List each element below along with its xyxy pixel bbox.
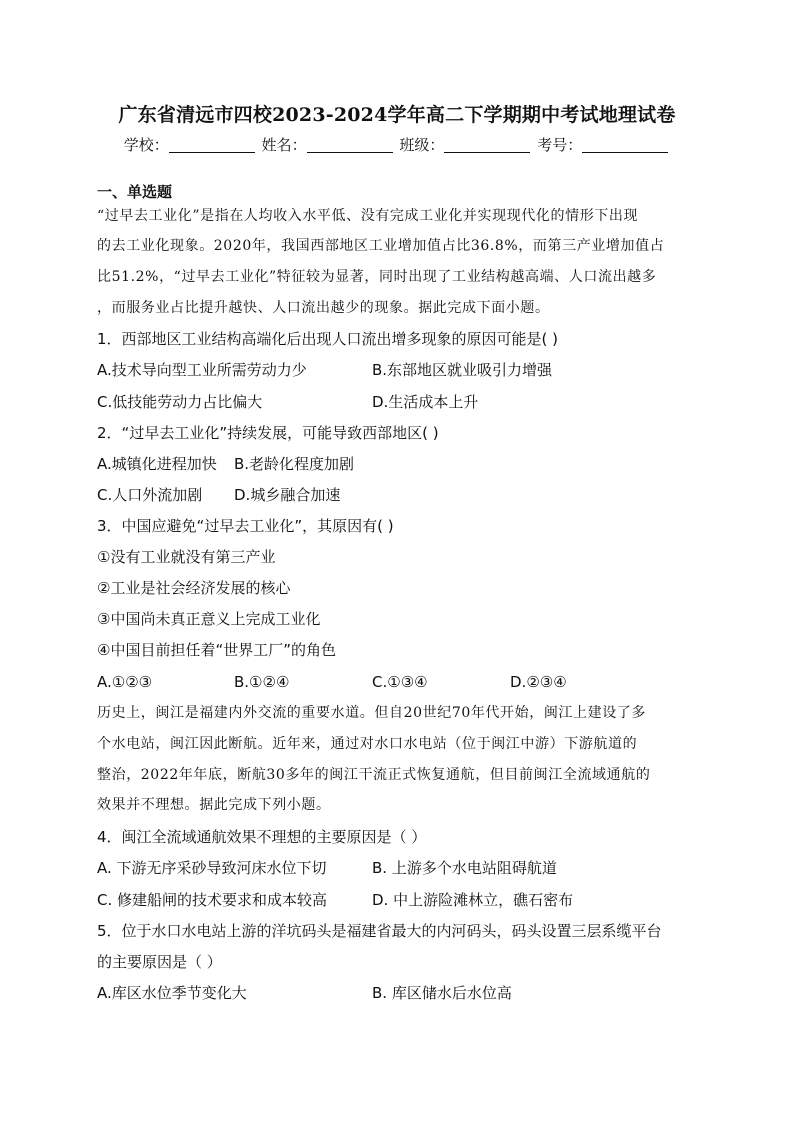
q3-option-c: C.①③④ — [372, 673, 428, 691]
number-blank[interactable] — [582, 138, 668, 153]
passage1-line: 的去工业化现象。2020年，我国西部地区工业增加值占比36.8%，而第三产业增加值占 — [97, 238, 665, 254]
school-blank[interactable] — [169, 138, 255, 153]
passage2-line: 个水电站，闽江因此断航。近年来，通过对水口水电站（位于闽江中游）下游航道的 — [97, 736, 638, 752]
q3-option-b: B.①②④ — [234, 673, 290, 691]
passage2-line: 效果并不理想。据此完成下列小题。 — [97, 797, 331, 813]
question-5-stem: 5．位于水口水电站上游的洋坑码头是福建省最大的内河码头，码头设置三层系缆平台 — [97, 922, 662, 940]
name-label: 姓名： — [261, 136, 307, 154]
student-info-row — [0, 134, 794, 155]
q3-statement: ①没有工业就没有第三产业 — [97, 548, 276, 566]
q4-option-c: C. 修建船闸的技术要求和成本较高 — [97, 891, 328, 909]
q2-option-c: C.人口外流加剧 — [97, 486, 203, 504]
q3-statement: ②工业是社会经济发展的核心 — [97, 579, 291, 597]
passage2-line: 历史上，闽江是福建内外交流的重要水道。但自20世纪70年代开始，闽江上建设了多 — [97, 705, 647, 721]
q1-option-c: C.低技能劳动力占比偏大 — [97, 393, 263, 411]
question-5-stem-cont: 的主要原因是（ ） — [97, 953, 222, 971]
question-3-stem: 3．中国应避免“过早去工业化”，其原因有( ) — [97, 517, 394, 535]
q4-option-a: A. 下游无序采砂导致河床水位下切 — [97, 859, 327, 877]
number-label: 考号： — [537, 136, 583, 154]
q5-option-b: B. 库区储水后水位高 — [372, 984, 512, 1002]
q1-option-a: A.技术导向型工业所需劳动力少 — [97, 361, 307, 379]
passage2-line: 整治，2022年年底，断航30多年的闽江干流正式恢复通航，但目前闽江全流域通航的 — [97, 767, 651, 783]
class-label: 班级： — [399, 136, 445, 154]
q1-option-d: D.生活成本上升 — [372, 393, 479, 411]
q3-option-a: A.①②③ — [97, 673, 153, 691]
q1-option-b: B.东部地区就业吸引力增强 — [372, 361, 553, 379]
passage1-line: ，而服务业占比提升越快、人口流出越少的现象。据此完成下面小题。 — [97, 300, 550, 316]
q5-option-a: A.库区水位季节变化大 — [97, 984, 247, 1002]
school-label: 学校： — [123, 136, 169, 154]
q3-option-d: D.②③④ — [510, 673, 567, 691]
name-blank[interactable] — [307, 138, 393, 153]
q2-option-d: D.城乡融合加速 — [234, 486, 341, 504]
question-1-stem: 1．西部地区工业结构高端化后出现人口流出增多现象的原因可能是( ) — [97, 330, 559, 348]
q2-option-b: B.老龄化程度加剧 — [234, 455, 355, 473]
question-4-stem: 4．闽江全流域通航效果不理想的主要原因是（ ） — [97, 828, 427, 846]
q3-statement: ④中国目前担任着“世界工厂”的角色 — [97, 641, 336, 659]
q2-option-a: A.城镇化进程加快 — [97, 455, 217, 473]
q4-option-d: D. 中上游险滩林立，礁石密布 — [372, 891, 574, 909]
section-heading: 一、单选题 — [97, 183, 173, 201]
page-title: 广东省清远市四校2023-2024学年高二下学期期中考试地理试卷 — [118, 104, 676, 126]
class-blank[interactable] — [444, 138, 530, 153]
q4-option-b: B. 上游多个水电站阻碍航道 — [372, 859, 557, 877]
question-2-stem: 2．“过早去工业化”持续发展，可能导致西部地区( ) — [97, 424, 439, 442]
passage1-line: 比51.2%，“过早去工业化”特征较为显著，同时出现了工业结构越高端、人口流出越多 — [97, 269, 657, 285]
q3-statement: ③中国尚未真正意义上完成工业化 — [97, 610, 321, 628]
passage1-line: “过早去工业化”是指在人均收入水平低、没有完成工业化并实现现代化的情形下出现 — [97, 208, 639, 224]
